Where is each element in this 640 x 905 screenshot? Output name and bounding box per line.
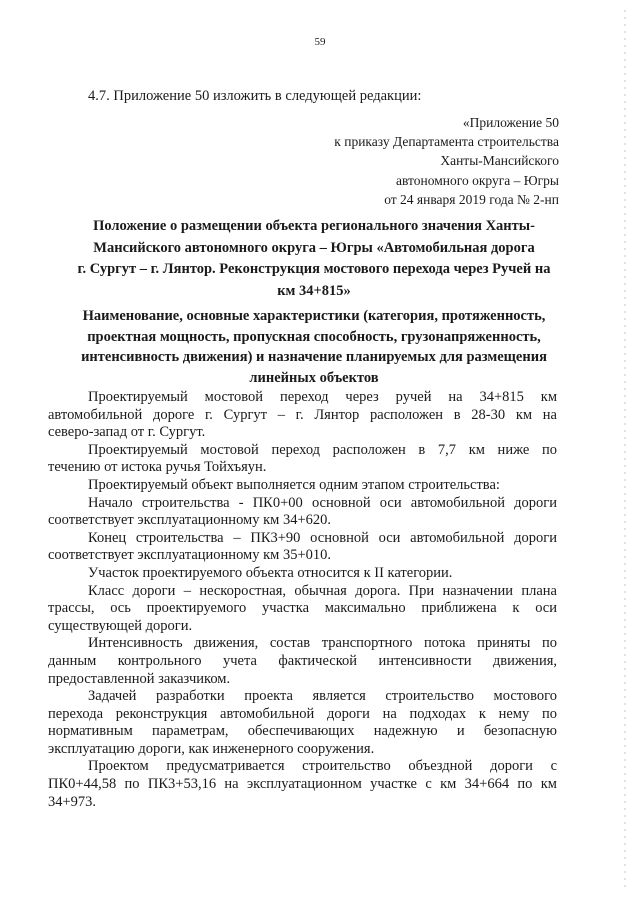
annex-header-line: Ханты-Мансийского bbox=[440, 153, 559, 169]
annex-header-line: от 24 января 2019 года № 2-нп bbox=[384, 191, 559, 207]
heading-line: проектная мощность, пропускная способность, грузонапряженность, bbox=[87, 328, 541, 345]
title-line: Положение о размещении объекта регионального значения Ханты- bbox=[93, 218, 535, 234]
text-line: трассы, ось проектируемого участка максимально приближена к оси bbox=[48, 600, 557, 617]
text-line: течению от истока ручья Тойхъяун. bbox=[48, 459, 267, 476]
paragraph-category bbox=[48, 565, 557, 583]
title-line: км 34+815» bbox=[277, 282, 351, 299]
heading-line: интенсивность движения) и назначение планируемых для размещения bbox=[81, 349, 547, 365]
title-line: г. Сургут – г. Лянтор. Реконструкция мостового перехода через Ручей на bbox=[77, 261, 551, 277]
page-number: 59 bbox=[314, 36, 326, 48]
body-text bbox=[48, 389, 557, 811]
annex-header-line: «Приложение 50 bbox=[462, 115, 559, 130]
paragraph-traffic bbox=[48, 635, 557, 688]
text-line: Конец строительства – ПК3+90 основной оси автомобильной дороги bbox=[88, 529, 557, 546]
text-line: данным контрольного учета фактической интенсивности движения, bbox=[48, 652, 557, 669]
text-line: Класс дороги – нескоростная, обычная дорога. При назначении плана bbox=[88, 582, 557, 599]
heading-line: Наименование, основные характеристики (категория, протяженность, bbox=[82, 308, 546, 324]
text-line: Проектируемый мостовой переход расположен в 7,7 км ниже по bbox=[88, 441, 557, 458]
paragraph-end bbox=[48, 530, 557, 565]
text-line: ПК0+44,58 по ПК3+53,16 на эксплуатационном участке с км 34+664 по км bbox=[48, 776, 557, 793]
heading-line: линейных объектов bbox=[249, 369, 379, 386]
text-line: автомобильной дороге г. Сургут – г. Лянтор расположен в 28-30 км на bbox=[48, 406, 557, 423]
text-line: Проектом предусматривается строительство объездной дороги с bbox=[88, 758, 557, 775]
scan-edge-artifact bbox=[624, 10, 626, 890]
text-line: предоставленной заказчиком. bbox=[48, 670, 231, 687]
text-line: нормативным параметрам, обеспечивающих надежную и безопасную bbox=[48, 723, 557, 740]
paragraph-road-class bbox=[48, 583, 557, 636]
text-line: Начало строительства - ПК0+00 основной оси автомобильной дороги bbox=[88, 494, 557, 511]
annex-header-line: к приказу Департамента строительства bbox=[334, 134, 559, 150]
text-line: Задачей разработки проекта является строительство мостового bbox=[88, 688, 557, 705]
text-line: северо-запад от г. Сургут. bbox=[48, 424, 206, 441]
paragraph-start bbox=[48, 495, 557, 530]
text-line: Проектируемый мостовой переход через ручей на 34+815 км bbox=[88, 389, 557, 405]
text-line: перехода реконструкция автомобильной дороги на подходах к нему по bbox=[48, 705, 557, 722]
amendment-intro: 4.7. Приложение 50 изложить в следующей редакции: bbox=[88, 88, 422, 104]
section-heading bbox=[48, 306, 580, 388]
text-line: соответствует эксплуатационному км 34+620. bbox=[48, 512, 331, 529]
paragraph-goal bbox=[48, 688, 557, 758]
annex-header-line: автономного округа – Югры bbox=[396, 172, 559, 188]
text-line: существующей дороги. bbox=[48, 617, 193, 634]
annex-header bbox=[300, 113, 559, 209]
text-line: Проектируемый объект выполняется одним этапом строительства: bbox=[88, 476, 500, 493]
paragraph-stage bbox=[48, 477, 557, 495]
text-line: Интенсивность движения, состав транспортного потока приняты по bbox=[88, 635, 557, 652]
document-title bbox=[48, 216, 580, 302]
title-line: Мансийского автономного округа – Югры «Автомобильная дорога bbox=[93, 239, 535, 256]
paragraph-river bbox=[48, 442, 557, 477]
paragraph-detour bbox=[48, 758, 557, 811]
paragraph-location bbox=[48, 389, 557, 442]
text-line: соответствует эксплуатационному км 35+010. bbox=[48, 547, 331, 564]
text-line: Участок проектируемого объекта относится к II категории. bbox=[88, 564, 453, 581]
text-line: эксплуатацию дороги, как инженерного сооружения. bbox=[48, 740, 375, 757]
text-line: 34+973. bbox=[48, 793, 97, 810]
